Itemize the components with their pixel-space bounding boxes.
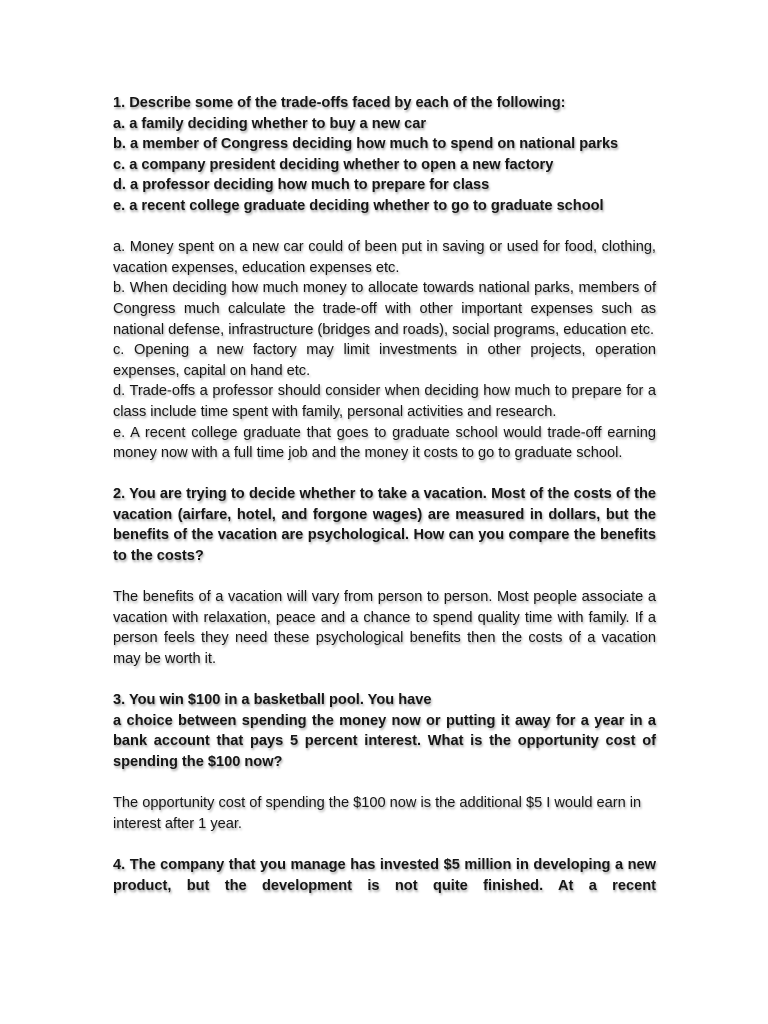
question-2: 2. You are trying to decide whether to take a vacation. Most of the costs of the vacation (airfare, hotel, and forgone wages) are measured in dollars, but the benefits of the vacation are psychological. How can you compare the benefits to the costs? xyxy=(113,486,656,565)
answer-1 xyxy=(113,237,656,464)
answer-1-item-a: a. Money spent on a new car could of been put in saving or used for food, clothing, vacation expenses, education expenses etc. xyxy=(113,239,656,276)
document-content xyxy=(113,93,656,896)
question-1-title: 1. Describe some of the trade-offs faced by each of the following: xyxy=(113,95,566,111)
question-1-item-a: a. a family deciding whether to buy a new car xyxy=(113,115,427,132)
question-1-item-c: c. a company president deciding whether to open a new factory xyxy=(113,156,554,173)
question-1-item-e: e. a recent college graduate deciding whether to go to graduate school xyxy=(113,197,604,214)
question-3-line-1: 3. You win $100 in a basketball pool. You have xyxy=(113,692,432,709)
answer-1-item-d: d. Trade-offs a professor should consider when deciding how much to prepare for a class include time spent with family, personal activities and research. xyxy=(113,383,656,420)
question-3-rest: a choice between spending the money now or putting it away for a year in a bank account that pays 5 percent interest. What is the opportunity cost of spending the $100 now? xyxy=(113,712,656,770)
answer-1-item-c: c. Opening a new factory may limit investments in other projects, operation expenses, capital on hand etc. xyxy=(113,342,656,379)
question-4: 4. The company that you manage has invested $5 million in developing a new product, but the development is not quite finished. At a recent xyxy=(113,856,656,894)
question-3 xyxy=(113,690,656,772)
question-1-item-d: d. a professor deciding how much to prepare for class xyxy=(113,177,490,194)
answer-3: The opportunity cost of spending the $100 now is the additional $5 I would earn in interest after 1 year. xyxy=(113,795,642,832)
answer-1-item-e: e. A recent college graduate that goes to graduate school would trade-off earning money now with a full time job and the money it costs to go to graduate school. xyxy=(113,424,656,462)
answer-1-item-b: b. When deciding how much money to allocate towards national parks, members of Congress much calculate the trade-off with other important expenses such as national defense, infrastructure (bridges and roads), social programs, education etc. xyxy=(113,280,656,338)
question-1 xyxy=(113,93,656,217)
question-1-item-b: b. a member of Congress deciding how much to spend on national parks xyxy=(113,136,619,153)
answer-2: The benefits of a vacation will vary from person to person. Most people associate a vacation with relaxation, peace and a chance to spend quality time with family. If a person feels they need these psychological benefits then the costs of a vacation may be worth it. xyxy=(113,589,656,668)
